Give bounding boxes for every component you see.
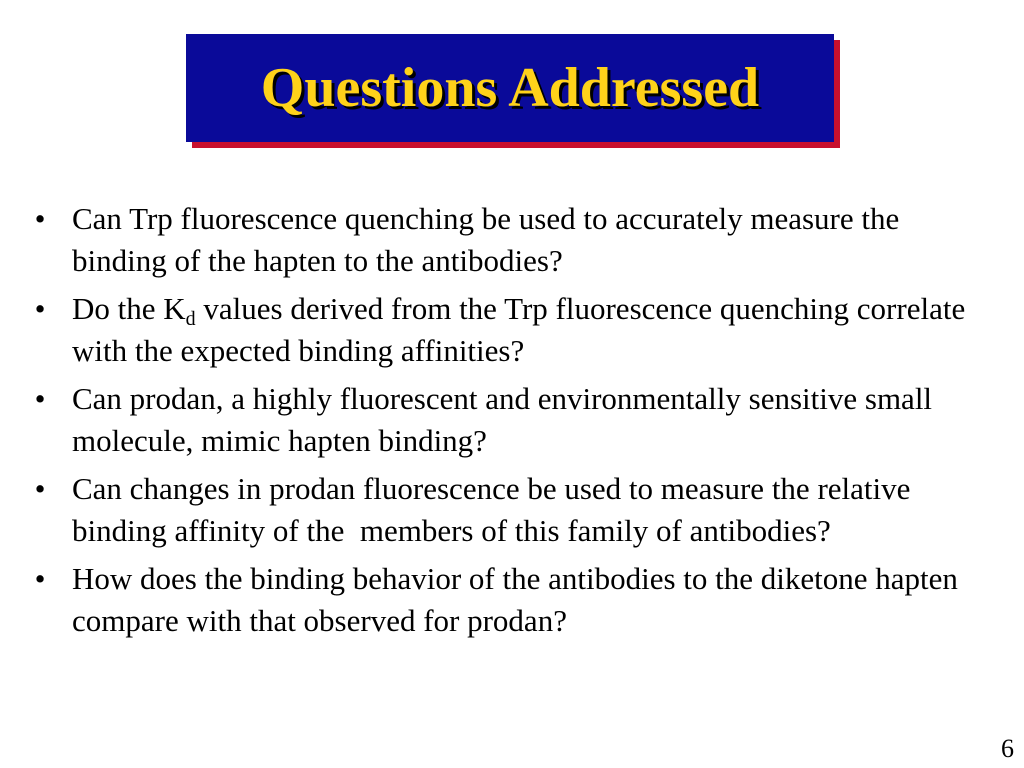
bullet-icon: • (34, 561, 46, 596)
bullet-item (30, 198, 990, 282)
bullet-text: Can prodan, a highly fluorescent and environmentally sensitive small molecule, mimic hapten binding? (72, 381, 933, 458)
bullet-text: How does the binding behavior of the antibodies to the diketone hapten compare with that observed for prodan? (72, 561, 958, 638)
bullet-text: Can changes in prodan fluorescence be used to measure the relative binding affinity of the members of this family of antibodies? (72, 471, 919, 548)
slide-title: Questions Addressed (260, 57, 760, 119)
bullet-icon: • (34, 381, 46, 416)
bullet-list (30, 198, 990, 648)
bullet-icon: • (34, 291, 46, 326)
bullet-item (30, 558, 990, 642)
bullet-text: Can Trp fluorescence quenching be used to accurately measure the binding of the hapten to the antibodies? (72, 201, 900, 278)
bullet-icon: • (34, 201, 46, 236)
page-number: 6 (1001, 734, 1014, 763)
title-banner (186, 34, 834, 142)
bullet-item (30, 288, 990, 372)
bullet-item (30, 468, 990, 552)
bullet-icon: • (34, 471, 46, 506)
bullet-text-before: Do the K (72, 291, 186, 326)
bullet-text-after: values derived from the Trp fluorescence quenching correlate with the expected binding affinities? (72, 291, 966, 368)
bullet-subscript: d (185, 308, 196, 330)
bullet-item (30, 378, 990, 462)
